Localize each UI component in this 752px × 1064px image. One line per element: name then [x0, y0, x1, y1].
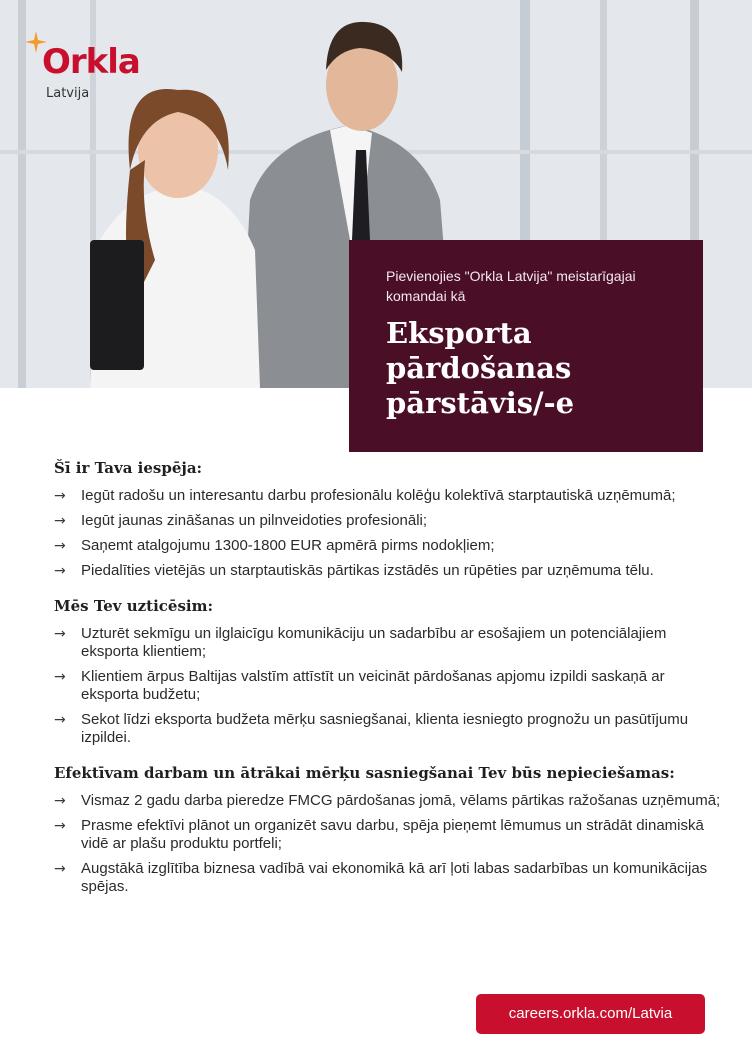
list-item: → Augstākā izglītība biznesa vadībā vai ekonomikā kā arī ļoti labas sadarbības un komunikācijas spējas. — [54, 860, 708, 895]
arrow-right-icon: → — [54, 626, 66, 642]
arrow-right-icon: → — [54, 669, 66, 685]
section-responsibilities — [54, 596, 724, 747]
section-requirements — [54, 763, 724, 896]
brand-name: Orkla — [42, 42, 140, 82]
list-item: → Klientiem ārpus Baltijas valstīm attīstīt un veicināt pārdošanas apjomu izpildi saskaņā ar eksporta budžetu; — [54, 668, 665, 703]
brand-sub: Latvija — [46, 86, 90, 101]
section-opportunity — [54, 458, 724, 580]
section-heading: Efektīvam darbam un ātrākai mērķu sasniegšanai Tev būs nepieciešamas: — [54, 764, 675, 782]
arrow-right-icon: → — [54, 861, 66, 877]
job-title-box — [349, 240, 703, 452]
list-item: → Saņemt atalgojumu 1300-1800 EUR apmērā pirms nodokļiem; — [54, 537, 495, 554]
careers-link-button[interactable]: careers.orkla.com/Latvia — [476, 994, 705, 1034]
list-item: → Piedalīties vietējās un starptautiskās pārtikas izstādēs un rūpēties par uzņēmuma tēlu. — [54, 562, 654, 579]
list-item: → Iegūt jaunas zināšanas un pilnveidoties profesionāli; — [54, 512, 428, 529]
list-item: → Vismaz 2 gadu darba pieredze FMCG pārdošanas jomā, vēlams pārtikas ražošanas uzņēmumā; — [54, 792, 721, 809]
list-item: → Iegūt radošu un interesantu darbu profesionālu kolēģu kolektīvā starptautiskā uzņēmumā; — [54, 487, 676, 504]
arrow-right-icon: → — [54, 513, 66, 529]
arrow-right-icon: → — [54, 818, 66, 834]
job-title: Eksporta pārdošanas pārstāvis/-e — [386, 316, 575, 420]
arrow-right-icon: → — [54, 488, 66, 504]
orkla-logo — [24, 30, 154, 110]
job-description — [54, 458, 724, 912]
list-item: → Prasme efektīvi plānot un organizēt savu darbu, spēja pieņemt lēmumus un strādāt dinamiskā vidē ar plašu produktu portfeli; — [54, 817, 704, 852]
section-heading: Šī ir Tava iespēja: — [54, 459, 203, 477]
arrow-right-icon: → — [54, 712, 66, 728]
arrow-right-icon: → — [54, 793, 66, 809]
section-heading: Mēs Tev uzticēsim: — [54, 597, 214, 615]
list-item: → Uzturēt sekmīgu un ilglaicīgu komunikāciju un sadarbību ar esošajiem un potenciālajiem eksporta klientiem; — [54, 625, 667, 660]
intro-text: Pievienojies "Orkla Latvija" meistarīgajai komandai kā — [386, 268, 636, 304]
list-item: → Sekot līdzi eksporta budžeta mērķu sasniegšanai, klienta iesniegto prognožu un pasūtījumu izpildei. — [54, 711, 689, 746]
arrow-right-icon: → — [54, 563, 66, 579]
arrow-right-icon: → — [54, 538, 66, 554]
